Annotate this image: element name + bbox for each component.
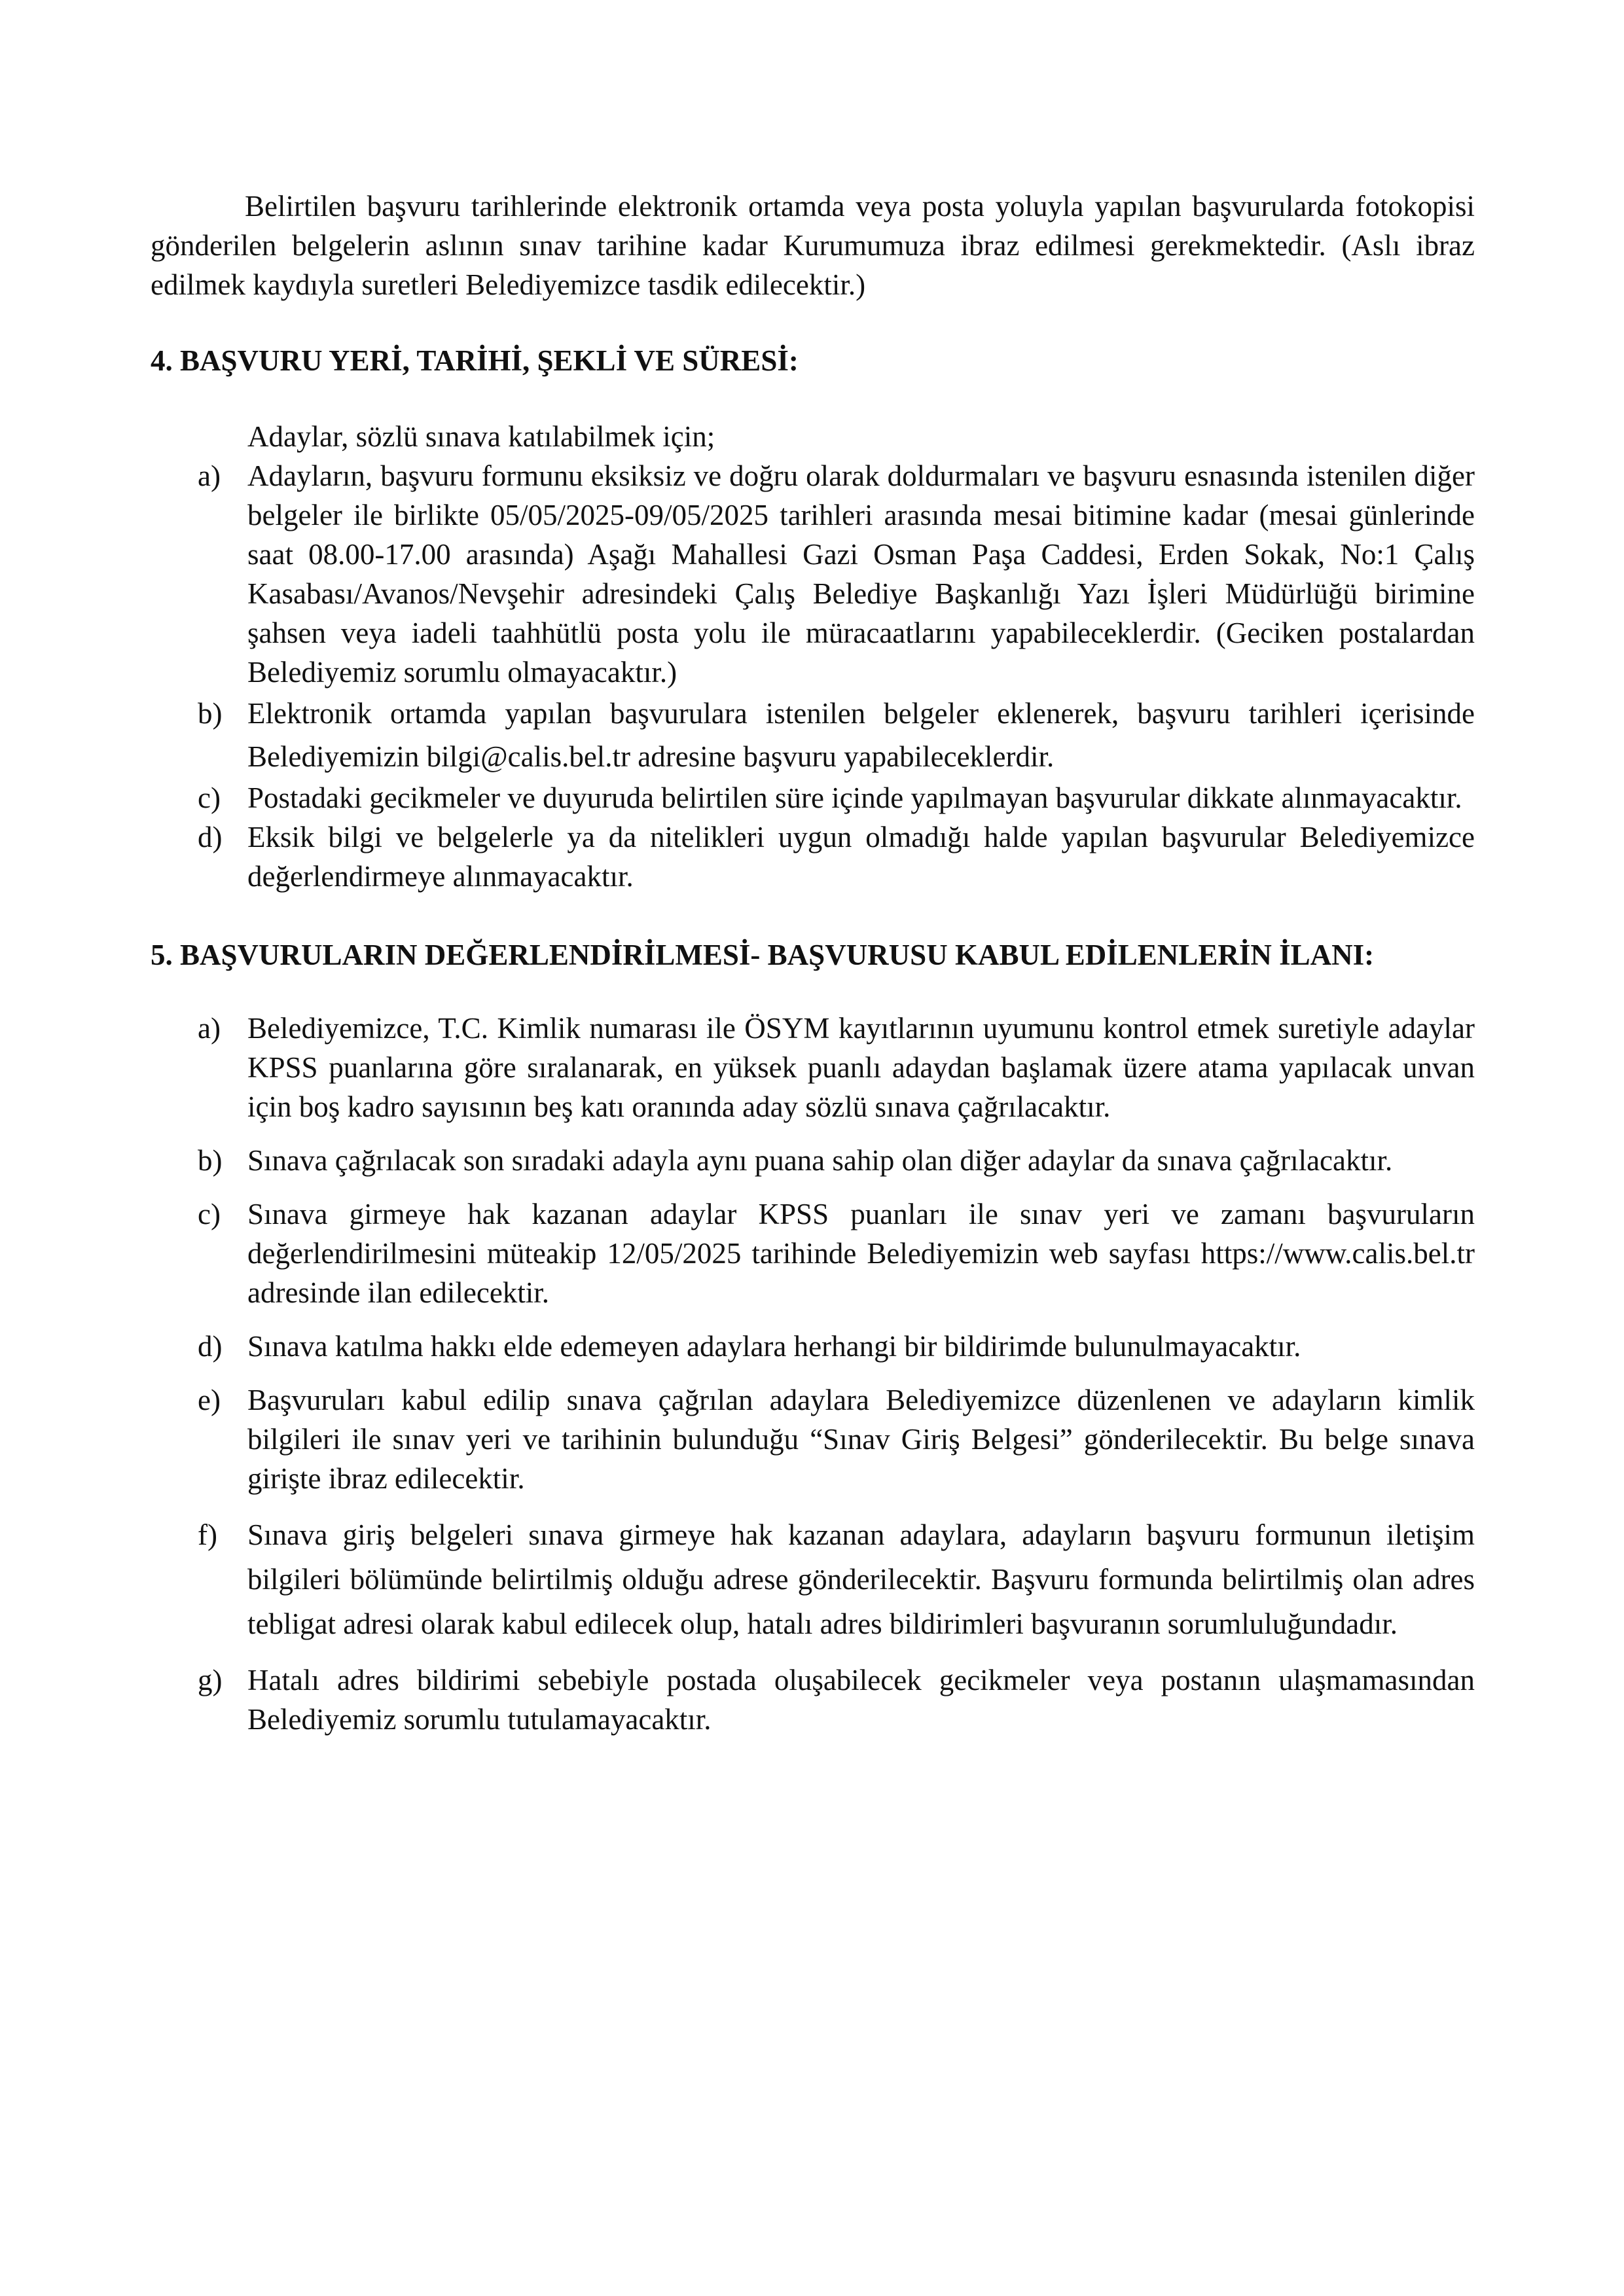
opening-paragraph: Belirtilen başvuru tarihlerinde elektronik ortamda veya posta yoluyla yapılan başvurularda fotokopisi gönderilen belgelerin aslının sınav tarihine kadar Kurumumuza ibraz edilmesi gerekmektedir. (Aslı ibraz edilmek kaydıyla suretleri Belediyemizce tasdik edilecektir.) bbox=[151, 190, 1475, 301]
list-marker: b) bbox=[198, 697, 223, 730]
spacer bbox=[151, 380, 1475, 417]
list-marker: a) bbox=[198, 1012, 221, 1045]
list-marker: e) bbox=[198, 1384, 221, 1416]
list-item-text: Sınava girmeye hak kazanan adaylar KPSS puanları ile sınav yeri ve zamanı başvuruların değerlendirilmesini müteakip 12/05/2025 tarihinde Belediyemizin web sayfası https://www.calis.bel.tr adresinde ilan edilecektir. bbox=[247, 1198, 1475, 1309]
list-item-text: Sınava giriş belgeleri sınava girmeye hak kazanan adaylara, adayların başvuru formunun iletişim bilgileri bölümünde belirtilmiş olduğu adrese gönderilecektir. Başvuru formunda belirtilmiş olan adres tebligat adresi olarak kabul edilecek olup, hatalı adres bildirimleri başvuranın sorumluluğundadır. bbox=[247, 1518, 1475, 1640]
list-marker: c) bbox=[198, 1198, 221, 1230]
list-item bbox=[151, 778, 1475, 817]
list-item-text: Adayların, başvuru formunu eksiksiz ve doğru olarak doldurmaları ve başvuru esnasında istenilen diğer belgeler ile birlikte 05/05/2025-09/05/2025 tarihleri arasında mesai bitimine kadar (mesai günlerinde saat 08.00-17.00 arasında) Aşağı Mahallesi Gazi Osman Paşa Caddesi, Erden Sokak, No:1 Çalış Kasabası/Avanos/Nevşehir adresindeki Çalış Belediye Başkanlığı Yazı İşleri Müdürlüğü birimine şahsen veya iadeli taahhütlü posta yolu ile müracaatlarını yapabileceklerdir. (Geciken postalardan Belediyemiz sorumlu olmayacaktır.) bbox=[247, 459, 1475, 689]
list-item bbox=[151, 1141, 1475, 1180]
list-item-text: Postadaki gecikmeler ve duyuruda belirtilen süre içinde yapılmayan başvurular dikkate alınmayacaktır. bbox=[247, 781, 1462, 814]
spacer bbox=[151, 896, 1475, 935]
list-item-text: Eksik bilgi ve belgelerle ya da nitelikleri uygun olmadığı halde yapılan başvurular Belediyemizce değerlendirmeye alınmayacaktır. bbox=[247, 821, 1475, 893]
list-item-text: Elektronik ortamda yapılan başvurulara istenilen belgeler eklenerek, başvuru tarihleri içerisinde Belediyemizin bilgi@calis.bel.tr adresine başvuru yapabileceklerdir. bbox=[247, 697, 1475, 773]
section-5-list bbox=[151, 1009, 1475, 1739]
list-marker: g) bbox=[198, 1664, 223, 1696]
list-item bbox=[151, 1660, 1475, 1739]
list-marker: d) bbox=[198, 1330, 223, 1363]
list-item bbox=[151, 1380, 1475, 1498]
list-item-text: Hatalı adres bildirimi sebebiyle postada oluşabilecek gecikmeler veya postanın ulaşmamasından Belediyemiz sorumlu tutulamayacaktır. bbox=[247, 1664, 1475, 1736]
list-item-text: Başvuruları kabul edilip sınava çağrılan adaylara Belediyemizce düzenlenen ve adayların kimlik bilgileri ile sınav yeri ve tarihinin bulunduğu “Sınav Giriş Belgesi” gönderilecektir. Bu belge sınava girişte ibraz edilecektir. bbox=[247, 1384, 1475, 1495]
list-item bbox=[151, 1327, 1475, 1366]
section-4-heading: 4. BAŞVURU YERİ, TARİHİ, ŞEKLİ VE SÜRESİ: bbox=[151, 344, 799, 377]
document-page bbox=[151, 187, 1475, 1753]
list-marker: b) bbox=[198, 1144, 223, 1177]
spacer bbox=[151, 975, 1475, 1009]
list-item bbox=[151, 1009, 1475, 1126]
section-5-heading: 5. BAŞVURULARIN DEĞERLENDİRİLMESİ- BAŞVURUSU KABUL EDİLENLERİN İLANI: bbox=[151, 939, 1375, 971]
list-item bbox=[151, 817, 1475, 896]
section-4-list bbox=[151, 456, 1475, 896]
section-4-intro: Adaylar, sözlü sınava katılabilmek için; bbox=[247, 420, 715, 453]
spacer bbox=[151, 304, 1475, 341]
list-item-text: Sınava çağrılacak son sıradaki adayla aynı puana sahip olan diğer adaylar da sınava çağrılacaktır. bbox=[247, 1144, 1393, 1177]
list-item bbox=[151, 1194, 1475, 1312]
list-marker: c) bbox=[198, 781, 221, 814]
list-marker: a) bbox=[198, 459, 221, 492]
list-item-text: Sınava katılma hakkı elde edemeyen adaylara herhangi bir bildirimde bulunulmayacaktır. bbox=[247, 1330, 1301, 1363]
list-item bbox=[151, 456, 1475, 692]
list-marker: d) bbox=[198, 821, 223, 853]
list-item-text: Belediyemizce, T.C. Kimlik numarası ile ÖSYM kayıtlarının uyumunu kontrol etmek suretiyle adaylar KPSS puanlarına göre sıralanarak, en yüksek puanlı adaydan başlamak üzere atama yapılacak unvan için boş kadro sayısının beş katı oranında aday sözlü sınava çağrılacaktır. bbox=[247, 1012, 1475, 1123]
list-item bbox=[151, 692, 1475, 778]
list-marker: f) bbox=[198, 1518, 217, 1551]
list-item bbox=[151, 1513, 1475, 1646]
